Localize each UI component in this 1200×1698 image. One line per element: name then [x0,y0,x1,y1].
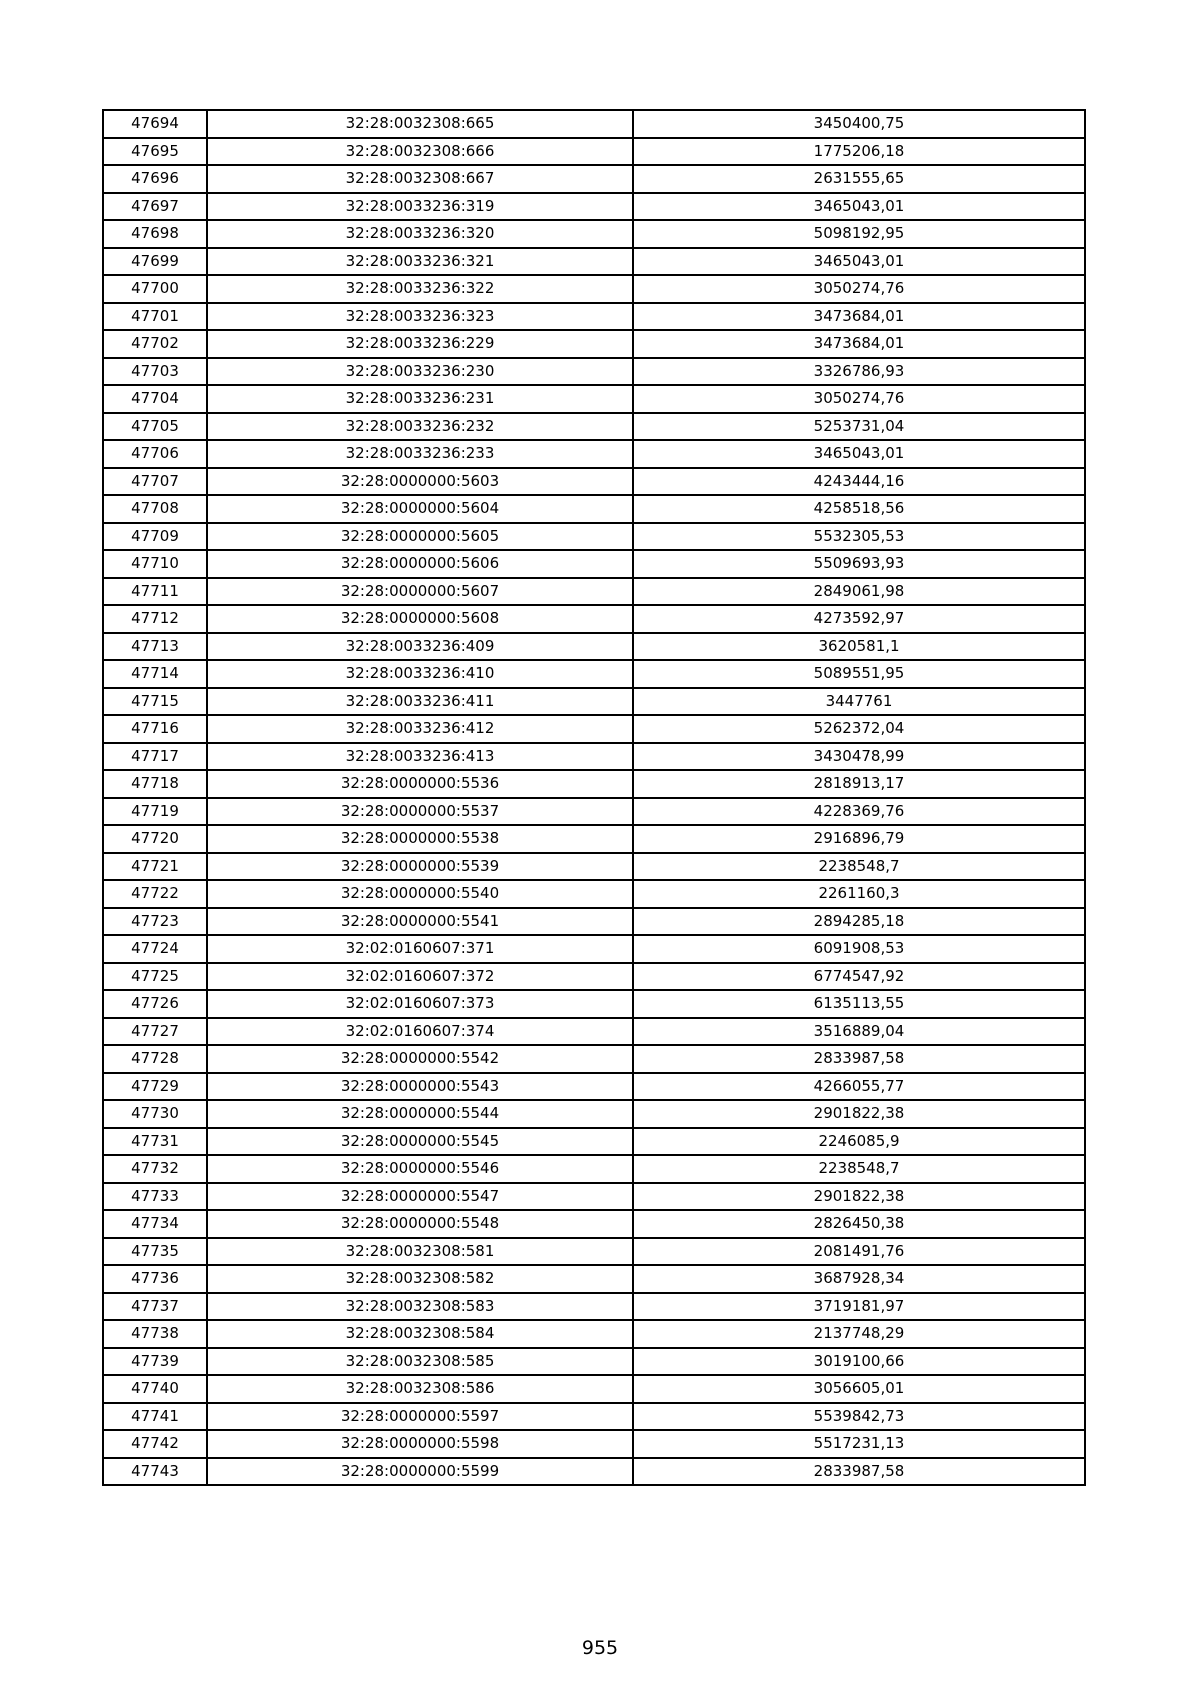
cadastral-number-cell: 32:28:0000000:5543 [207,1073,633,1101]
table-row [103,220,1085,248]
row-number-cell: 47741 [103,1403,207,1431]
row-number-cell: 47722 [103,880,207,908]
table-row [103,908,1085,936]
cadastral-number-cell: 32:28:0000000:5540 [207,880,633,908]
row-number-cell: 47728 [103,1045,207,1073]
cadastral-number-cell: 32:28:0000000:5537 [207,798,633,826]
value-cell: 2631555,65 [633,165,1085,193]
table-row [103,688,1085,716]
cadastral-number-cell: 32:28:0000000:5546 [207,1155,633,1183]
row-number-cell: 47709 [103,523,207,551]
cadastral-number-cell: 32:28:0000000:5608 [207,605,633,633]
cadastral-number-cell: 32:02:0160607:371 [207,935,633,963]
cadastral-number-cell: 32:28:0033236:319 [207,193,633,221]
row-number-cell: 47702 [103,330,207,358]
table-row [103,990,1085,1018]
table-body [103,110,1085,1485]
value-cell: 3019100,66 [633,1348,1085,1376]
table-row [103,1293,1085,1321]
table-row [103,660,1085,688]
cadastral-number-cell: 32:28:0000000:5604 [207,495,633,523]
table-row [103,303,1085,331]
table-row [103,468,1085,496]
table-row [103,440,1085,468]
table-row [103,1403,1085,1431]
value-cell: 2901822,38 [633,1100,1085,1128]
row-number-cell: 47725 [103,963,207,991]
cadastral-number-cell: 32:28:0033236:231 [207,385,633,413]
cadastral-number-cell: 32:28:0033236:232 [207,413,633,441]
cadastral-number-cell: 32:28:0032308:586 [207,1375,633,1403]
row-number-cell: 47706 [103,440,207,468]
value-cell: 5517231,13 [633,1430,1085,1458]
cadastral-number-cell: 32:28:0000000:5538 [207,825,633,853]
value-cell: 4243444,16 [633,468,1085,496]
cadastral-number-cell: 32:28:0000000:5536 [207,770,633,798]
table-row [103,1265,1085,1293]
value-cell: 2833987,58 [633,1458,1085,1486]
value-cell: 3719181,97 [633,1293,1085,1321]
table-row [103,1348,1085,1376]
value-cell: 2916896,79 [633,825,1085,853]
table-row [103,1458,1085,1486]
cadastral-number-cell: 32:28:0000000:5597 [207,1403,633,1431]
row-number-cell: 47707 [103,468,207,496]
row-number-cell: 47705 [103,413,207,441]
cadastral-number-cell: 32:28:0000000:5542 [207,1045,633,1073]
row-number-cell: 47716 [103,715,207,743]
table-row [103,1210,1085,1238]
table-row [103,633,1085,661]
table-row [103,1073,1085,1101]
table-row [103,138,1085,166]
cadastral-number-cell: 32:28:0000000:5539 [207,853,633,881]
value-cell: 2137748,29 [633,1320,1085,1348]
table-row [103,853,1085,881]
cadastral-number-cell: 32:28:0000000:5547 [207,1183,633,1211]
row-number-cell: 47697 [103,193,207,221]
cadastral-number-cell: 32:28:0000000:5541 [207,908,633,936]
table-row [103,330,1085,358]
row-number-cell: 47700 [103,275,207,303]
value-cell: 2833987,58 [633,1045,1085,1073]
value-cell: 6091908,53 [633,935,1085,963]
row-number-cell: 47738 [103,1320,207,1348]
table-row [103,523,1085,551]
value-cell: 2246085,9 [633,1128,1085,1156]
row-number-cell: 47731 [103,1128,207,1156]
table-row [103,825,1085,853]
row-number-cell: 47727 [103,1018,207,1046]
table-row [103,770,1085,798]
cadastral-number-cell: 32:28:0032308:585 [207,1348,633,1376]
data-table [102,109,1086,1486]
cadastral-number-cell: 32:28:0033236:411 [207,688,633,716]
cadastral-number-cell: 32:28:0000000:5544 [207,1100,633,1128]
row-number-cell: 47703 [103,358,207,386]
table-row [103,358,1085,386]
table-row [103,1238,1085,1266]
row-number-cell: 47699 [103,248,207,276]
row-number-cell: 47718 [103,770,207,798]
table-row [103,110,1085,138]
value-cell: 3050274,76 [633,275,1085,303]
cadastral-number-cell: 32:28:0032308:583 [207,1293,633,1321]
value-cell: 5532305,53 [633,523,1085,551]
value-cell: 2826450,38 [633,1210,1085,1238]
row-number-cell: 47740 [103,1375,207,1403]
cadastral-number-cell: 32:28:0032308:581 [207,1238,633,1266]
row-number-cell: 47695 [103,138,207,166]
row-number-cell: 47729 [103,1073,207,1101]
value-cell: 3516889,04 [633,1018,1085,1046]
table-row [103,495,1085,523]
row-number-cell: 47733 [103,1183,207,1211]
value-cell: 4228369,76 [633,798,1085,826]
value-cell: 5089551,95 [633,660,1085,688]
row-number-cell: 47734 [103,1210,207,1238]
row-number-cell: 47714 [103,660,207,688]
cadastral-number-cell: 32:28:0033236:320 [207,220,633,248]
cadastral-number-cell: 32:28:0033236:409 [207,633,633,661]
table-row [103,413,1085,441]
row-number-cell: 47723 [103,908,207,936]
cadastral-number-cell: 32:28:0000000:5607 [207,578,633,606]
row-number-cell: 47701 [103,303,207,331]
value-cell: 3050274,76 [633,385,1085,413]
row-number-cell: 47715 [103,688,207,716]
cadastral-number-cell: 32:28:0000000:5545 [207,1128,633,1156]
table-row [103,743,1085,771]
value-cell: 3620581,1 [633,633,1085,661]
row-number-cell: 47720 [103,825,207,853]
cadastral-number-cell: 32:28:0033236:230 [207,358,633,386]
value-cell: 4258518,56 [633,495,1085,523]
row-number-cell: 47713 [103,633,207,661]
value-cell: 3430478,99 [633,743,1085,771]
cadastral-number-cell: 32:28:0000000:5598 [207,1430,633,1458]
value-cell: 5262372,04 [633,715,1085,743]
cadastral-number-cell: 32:28:0032308:584 [207,1320,633,1348]
value-cell: 2081491,76 [633,1238,1085,1266]
table-row [103,385,1085,413]
value-cell: 3465043,01 [633,193,1085,221]
cadastral-number-cell: 32:28:0000000:5605 [207,523,633,551]
value-cell: 2894285,18 [633,908,1085,936]
table-row [103,1320,1085,1348]
row-number-cell: 47736 [103,1265,207,1293]
value-cell: 2849061,98 [633,578,1085,606]
row-number-cell: 47708 [103,495,207,523]
table-row [103,798,1085,826]
table-row [103,605,1085,633]
row-number-cell: 47694 [103,110,207,138]
cadastral-number-cell: 32:28:0033236:233 [207,440,633,468]
value-cell: 3465043,01 [633,248,1085,276]
table-row [103,1128,1085,1156]
table-row [103,578,1085,606]
row-number-cell: 47735 [103,1238,207,1266]
cadastral-number-cell: 32:28:0033236:322 [207,275,633,303]
value-cell: 3473684,01 [633,330,1085,358]
row-number-cell: 47698 [103,220,207,248]
table-row [103,935,1085,963]
cadastral-number-cell: 32:28:0000000:5603 [207,468,633,496]
row-number-cell: 47737 [103,1293,207,1321]
page-number: 955 [581,1637,619,1659]
row-number-cell: 47742 [103,1430,207,1458]
row-number-cell: 47724 [103,935,207,963]
value-cell: 4273592,97 [633,605,1085,633]
value-cell: 3447761 [633,688,1085,716]
value-cell: 6135113,55 [633,990,1085,1018]
cadastral-number-cell: 32:28:0033236:413 [207,743,633,771]
value-cell: 5253731,04 [633,413,1085,441]
row-number-cell: 47696 [103,165,207,193]
cadastral-number-cell: 32:28:0033236:321 [207,248,633,276]
table-row [103,880,1085,908]
cadastral-number-cell: 32:28:0033236:323 [207,303,633,331]
table-row [103,1018,1085,1046]
row-number-cell: 47704 [103,385,207,413]
cadastral-number-cell: 32:28:0033236:229 [207,330,633,358]
value-cell: 3056605,01 [633,1375,1085,1403]
table-row [103,715,1085,743]
cadastral-number-cell: 32:28:0032308:667 [207,165,633,193]
value-cell: 2238548,7 [633,853,1085,881]
value-cell: 5098192,95 [633,220,1085,248]
cadastral-number-cell: 32:02:0160607:374 [207,1018,633,1046]
cadastral-number-cell: 32:28:0033236:412 [207,715,633,743]
table-row [103,248,1085,276]
value-cell: 2901822,38 [633,1183,1085,1211]
value-cell: 4266055,77 [633,1073,1085,1101]
row-number-cell: 47730 [103,1100,207,1128]
value-cell: 3326786,93 [633,358,1085,386]
row-number-cell: 47710 [103,550,207,578]
row-number-cell: 47743 [103,1458,207,1486]
value-cell: 3687928,34 [633,1265,1085,1293]
value-cell: 2238548,7 [633,1155,1085,1183]
cadastral-number-cell: 32:28:0032308:582 [207,1265,633,1293]
value-cell: 5539842,73 [633,1403,1085,1431]
value-cell: 2261160,3 [633,880,1085,908]
table-row [103,193,1085,221]
value-cell: 3465043,01 [633,440,1085,468]
table-row [103,1375,1085,1403]
cadastral-number-cell: 32:28:0032308:665 [207,110,633,138]
cadastral-number-cell: 32:02:0160607:372 [207,963,633,991]
row-number-cell: 47732 [103,1155,207,1183]
value-cell: 2818913,17 [633,770,1085,798]
table-row [103,1430,1085,1458]
cadastral-number-cell: 32:02:0160607:373 [207,990,633,1018]
cadastral-number-cell: 32:28:0000000:5599 [207,1458,633,1486]
value-cell: 5509693,93 [633,550,1085,578]
row-number-cell: 47717 [103,743,207,771]
cadastral-number-cell: 32:28:0000000:5548 [207,1210,633,1238]
table-row [103,1155,1085,1183]
cadastral-number-cell: 32:28:0000000:5606 [207,550,633,578]
table-row [103,275,1085,303]
table-row [103,165,1085,193]
row-number-cell: 47721 [103,853,207,881]
table-row [103,963,1085,991]
value-cell: 6774547,92 [633,963,1085,991]
row-number-cell: 47726 [103,990,207,1018]
value-cell: 3473684,01 [633,303,1085,331]
table-row [103,1100,1085,1128]
row-number-cell: 47719 [103,798,207,826]
row-number-cell: 47739 [103,1348,207,1376]
value-cell: 1775206,18 [633,138,1085,166]
row-number-cell: 47712 [103,605,207,633]
cadastral-number-cell: 32:28:0033236:410 [207,660,633,688]
table-row [103,1045,1085,1073]
table-row [103,550,1085,578]
value-cell: 3450400,75 [633,110,1085,138]
cadastral-number-cell: 32:28:0032308:666 [207,138,633,166]
table-row [103,1183,1085,1211]
row-number-cell: 47711 [103,578,207,606]
